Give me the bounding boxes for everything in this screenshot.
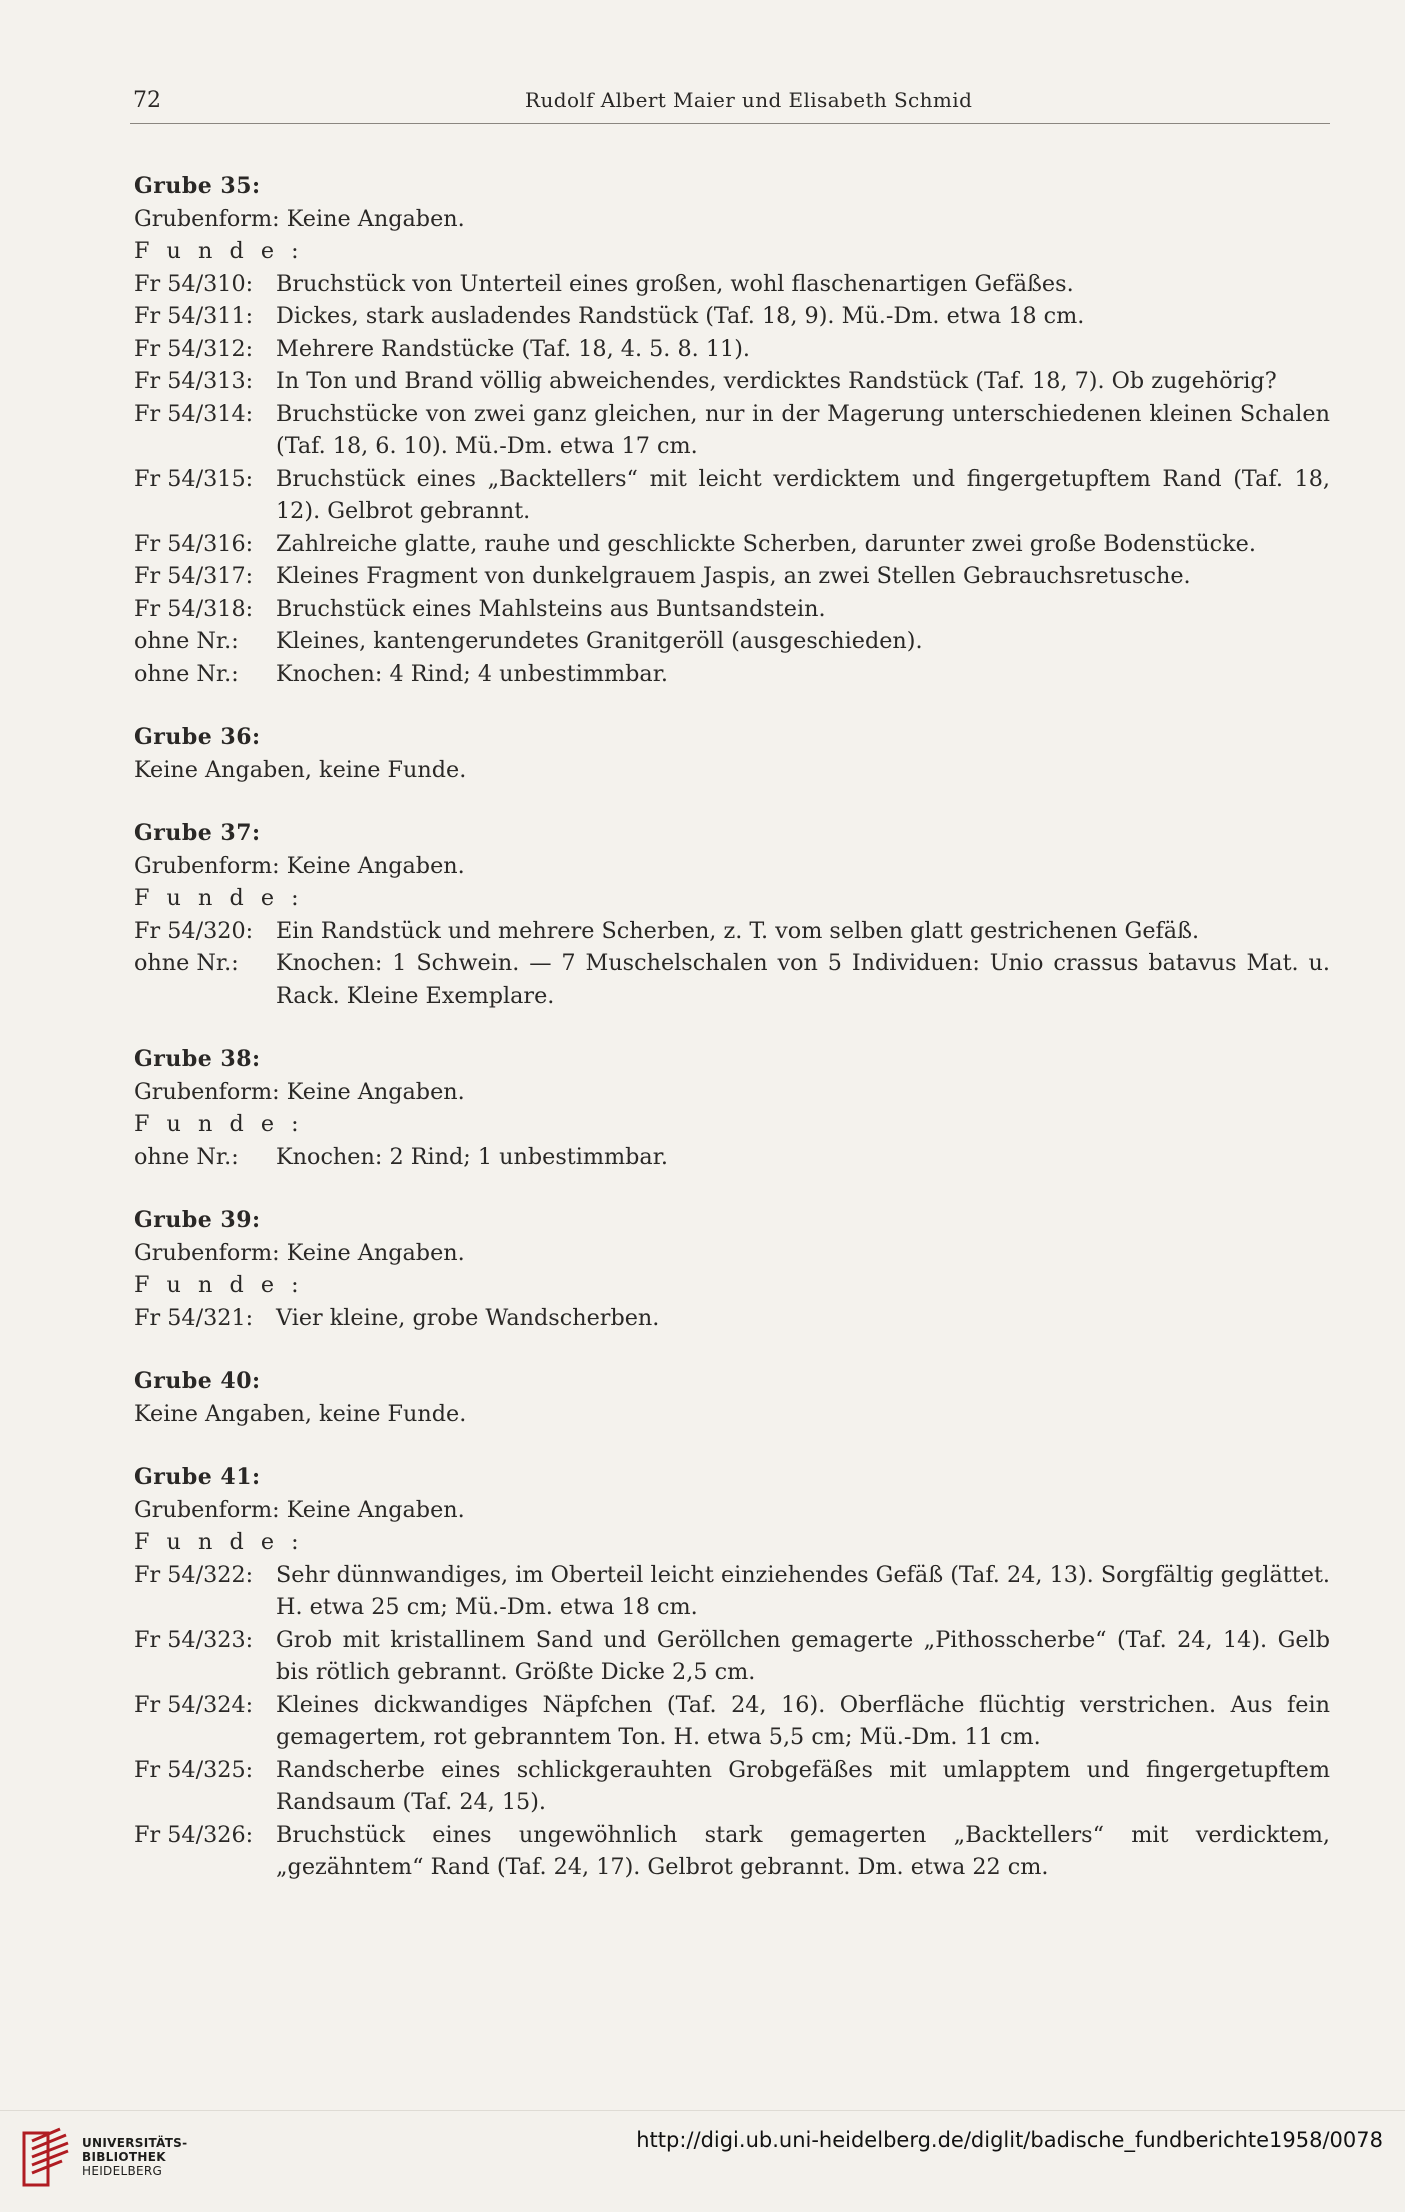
find-entry — [134, 1689, 1330, 1754]
find-number: Fr 54/313: — [134, 368, 254, 394]
grube-heading: Grube 36: — [134, 724, 261, 750]
page-body — [134, 170, 1330, 1915]
grube-heading: Grube 35: — [134, 173, 261, 199]
find-description: Randscherbe eines schlickgerauhten Grobgefäßes mit umlapptem und fingergetupftem Randsaum (Taf. 24, 15). — [276, 1756, 1330, 1815]
funde-label: F u n d e : — [134, 885, 304, 911]
find-entry — [134, 268, 1330, 301]
find-entry — [134, 1141, 1330, 1174]
grube-section — [134, 170, 1330, 690]
grube-section — [134, 1365, 1330, 1430]
find-description: Knochen: 2 Rind; 1 unbestimmbar. — [276, 1143, 669, 1170]
find-number: Fr 54/311: — [134, 303, 254, 329]
find-number: ohne Nr.: — [134, 660, 239, 687]
find-number: ohne Nr.: — [134, 950, 239, 976]
funde-label: F u n d e : — [134, 1111, 304, 1137]
grube-heading: Grube 40: — [134, 1368, 261, 1394]
find-description: Mehrere Randstücke (Taf. 18, 4. 5. 8. 11). — [276, 335, 751, 362]
grube-heading: Grube 39: — [134, 1207, 261, 1233]
digitization-footer — [0, 2110, 1405, 2212]
find-entry — [134, 625, 1330, 658]
funde-label: F u n d e : — [134, 1529, 304, 1555]
find-entry — [134, 1559, 1330, 1624]
find-number: Fr 54/324: — [134, 1691, 254, 1718]
grube-heading: Grube 38: — [134, 1046, 261, 1072]
find-entry — [134, 560, 1330, 593]
grube-section — [134, 1043, 1330, 1173]
find-entry — [134, 915, 1330, 948]
find-description: Kleines, kantengerundetes Granitgeröll (ausgeschieden). — [276, 628, 923, 654]
find-number: Fr 54/318: — [134, 595, 254, 622]
find-description: Knochen: 4 Rind; 4 unbestimmbar. — [276, 660, 669, 687]
find-entry — [134, 658, 1330, 691]
find-entry — [134, 1302, 1330, 1335]
find-entry — [134, 333, 1330, 366]
grube-heading: Grube 37: — [134, 820, 261, 846]
find-description: Zahlreiche glatte, rauhe und geschlickte Scherben, darunter zwei große Bodenstücke. — [276, 530, 1256, 557]
header-rule — [130, 123, 1330, 124]
find-number: Fr 54/326: — [134, 1821, 254, 1848]
find-description: Sehr dünnwandiges, im Oberteil leicht einziehendes Gefäß (Taf. 24, 13). Sorgfältig geglättet. H. etwa 25 cm; Mü.-Dm. etwa 18 cm. — [276, 1561, 1330, 1620]
find-description: Kleines Fragment von dunkelgrauem Jaspis, an zwei Stellen Gebrauchsretusche. — [276, 563, 1191, 589]
find-entry — [134, 1754, 1330, 1819]
grube-description: Keine Angaben, keine Funde. — [134, 1400, 467, 1427]
grube-description: Grubenform: Keine Angaben. — [134, 852, 465, 879]
find-entry — [134, 528, 1330, 561]
running-title: Rudolf Albert Maier und Elisabeth Schmid — [525, 88, 973, 112]
find-entry — [134, 463, 1330, 528]
find-description: Bruchstück von Unterteil eines großen, wohl flaschenartigen Gefäßes. — [276, 270, 1074, 297]
find-description: Vier kleine, grobe Wandscherben. — [276, 1304, 660, 1331]
grube-section — [134, 721, 1330, 786]
find-description: Ein Randstück und mehrere Scherben, z. T. vom selben glatt gestrichenen Gefäß. — [276, 917, 1200, 944]
find-number: Fr 54/322: — [134, 1561, 254, 1588]
library-name-line3: HEIDELBERG — [82, 2164, 163, 2178]
find-entry — [134, 398, 1330, 463]
find-number: Fr 54/321: — [134, 1304, 254, 1331]
grube-description: Keine Angaben, keine Funde. — [134, 756, 467, 783]
find-description: Dickes, stark ausladendes Randstück (Taf. 18, 9). Mü.-Dm. etwa 18 cm. — [276, 303, 1085, 329]
find-description: Bruchstück eines ungewöhnlich stark gemagerten „Backtellers“ mit verdicktem, „gezähntem“ Rand (Taf. 24, 17). Gelbrot gebrannt. Dm. etwa 22 cm. — [276, 1821, 1330, 1880]
find-description: Bruchstücke von zwei ganz gleichen, nur in der Magerung unterschiedenen kleinen Schalen (Taf. 18, 6. 10). Mü.-Dm. etwa 17 cm. — [276, 400, 1330, 459]
grube-description: Grubenform: Keine Angaben. — [134, 1239, 465, 1266]
find-description: Grob mit kristallinem Sand und Geröllchen gemagerte „Pithosscherbe“ (Taf. 24, 14). Gelb bis rötlich gebrannt. Größte Dicke 2,5 cm. — [276, 1626, 1330, 1685]
library-name-line2: BIBLIOTHEK — [82, 2150, 166, 2164]
grube-description: Grubenform: Keine Angaben. — [134, 1078, 465, 1105]
find-number: ohne Nr.: — [134, 628, 239, 654]
library-logo-icon — [18, 2125, 73, 2193]
find-number: Fr 54/323: — [134, 1626, 254, 1653]
grube-section — [134, 1461, 1330, 1884]
find-description: Kleines dickwandiges Näpfchen (Taf. 24, 16). Oberfläche flüchtig verstrichen. Aus fein gemagertem, rot gebranntem Ton. H. etwa 5,5 cm; Mü.-Dm. 11 cm. — [276, 1691, 1330, 1750]
find-number: Fr 54/310: — [134, 270, 254, 297]
find-number: Fr 54/314: — [134, 400, 254, 427]
find-number: Fr 54/317: — [134, 563, 254, 589]
library-name-line1: UNIVERSITÄTS- — [82, 2136, 188, 2150]
find-number: Fr 54/320: — [134, 917, 254, 944]
find-entry — [134, 947, 1330, 1012]
find-number: ohne Nr.: — [134, 1143, 239, 1170]
find-entry — [134, 300, 1330, 333]
funde-label: F u n d e : — [134, 1272, 304, 1298]
find-entry — [134, 1624, 1330, 1689]
find-description: In Ton und Brand völlig abweichendes, verdicktes Randstück (Taf. 18, 7). Ob zugehörig? — [276, 368, 1277, 394]
grube-description: Grubenform: Keine Angaben. — [134, 1496, 465, 1523]
running-head — [130, 86, 1330, 120]
find-number: Fr 54/315: — [134, 465, 254, 492]
find-description: Bruchstück eines Mahlsteins aus Buntsandstein. — [276, 595, 826, 622]
grube-section — [134, 817, 1330, 1012]
page-number: 72 — [133, 88, 161, 113]
source-url-link[interactable]: http://digi.ub.uni-heidelberg.de/diglit/badische_fundberichte1958/0078 — [636, 2128, 1383, 2152]
find-number: Fr 54/312: — [134, 335, 254, 362]
grube-heading: Grube 41: — [134, 1464, 261, 1490]
find-entry — [134, 593, 1330, 626]
find-entry — [134, 1819, 1330, 1884]
find-number: Fr 54/325: — [134, 1756, 254, 1783]
grube-section — [134, 1204, 1330, 1334]
find-entry — [134, 365, 1330, 398]
library-name — [82, 2136, 187, 2178]
funde-label: F u n d e : — [134, 238, 304, 264]
find-description: Bruchstück eines „Backtellers“ mit leicht verdicktem und fingergetupftem Rand (Taf. 18, 12). Gelbrot gebrannt. — [276, 465, 1330, 524]
find-number: Fr 54/316: — [134, 530, 254, 557]
grube-description: Grubenform: Keine Angaben. — [134, 205, 465, 232]
find-description: Knochen: 1 Schwein. — 7 Muschelschalen von 5 Individuen: Unio crassus batavus Mat. u. Rack. Kleine Exemplare. — [276, 950, 1330, 1009]
